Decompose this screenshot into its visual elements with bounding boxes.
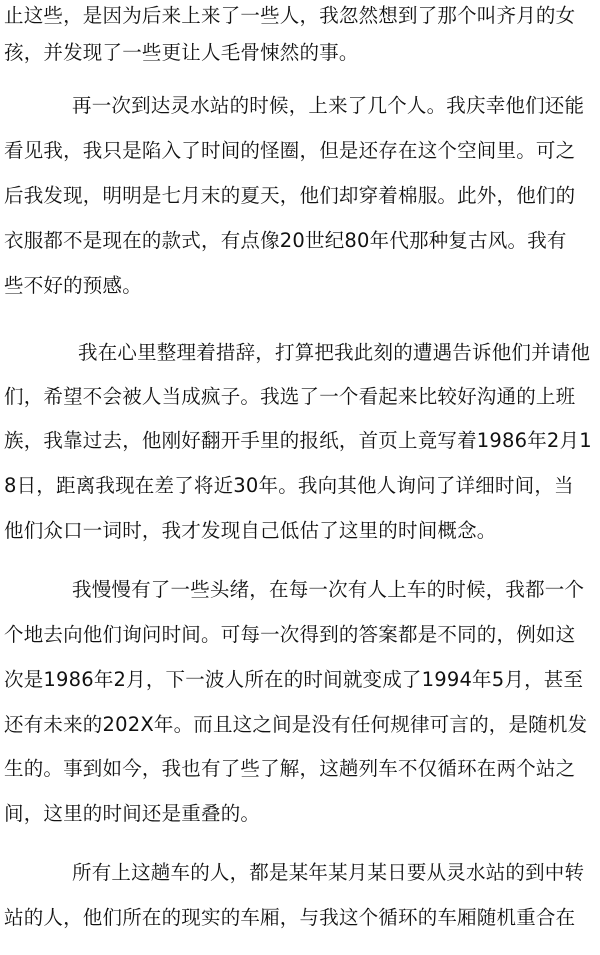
text-line: 我在心里整理着措辞，打算把我此刻的遭遇告诉他们并请他 (78, 341, 591, 364)
text-line: 我慢慢有了一些头绪，在每一次有人上车的时候，我都一个 (72, 578, 585, 601)
text-line: 再一次到达灵水站的时候，上来了几个人。我庆幸他们还能 (72, 94, 585, 117)
text-line: 看见我，我只是陷入了时间的怪圈，但是还存在这个空间里。可之 (4, 139, 576, 162)
text-line: 8日，距离我现在差了将近30年。我向其他人询问了详细时间，当 (4, 474, 574, 497)
text-line: 们，希望不会被人当成疯子。我选了一个看起来比较好沟通的上班 (4, 385, 576, 408)
text-line: 孩，并发现了一些更让人毛骨悚然的事。 (4, 41, 359, 64)
text-line: 生的。事到如今，我也有了些了解，这趟列车不仅循环在两个站之 (4, 757, 576, 780)
text-line: 后我发现，明明是七月末的夏天，他们却穿着棉服。此外，他们的 (4, 184, 576, 207)
text-line: 个地去向他们询问时间。可每一次得到的答案都是不同的，例如这 (4, 623, 576, 646)
text-line: 间，这里的时间还是重叠的。 (4, 802, 261, 825)
text-line: 次是1986年2月，下一波人所在的时间就变成了1994年5月，甚至 (4, 668, 584, 691)
text-line: 衣服都不是现在的款式，有点像20世纪80年代那种复古风。我有 (4, 229, 567, 252)
text-line: 他们众口一词时，我才发现自己低估了这里的时间概念。 (4, 519, 497, 542)
text-line: 些不好的预感。 (4, 274, 142, 297)
text-line: 止这些，是因为后来上来了一些人，我忽然想到了那个叫齐月的女 (4, 4, 576, 27)
text-line: 所有上这趟车的人，都是某年某月某日要从灵水站的到中转 (72, 861, 585, 884)
text-line: 还有未来的202X年。而且这之间是没有任何规律可言的，是随机发 (4, 713, 588, 736)
text-line: 族，我靠过去，他刚好翻开手里的报纸，首页上竟写着1986年2月1 (4, 429, 592, 452)
text-line: 站的人，他们所在的现实的车厢，与我这个循环的车厢随机重合在 (4, 906, 576, 929)
